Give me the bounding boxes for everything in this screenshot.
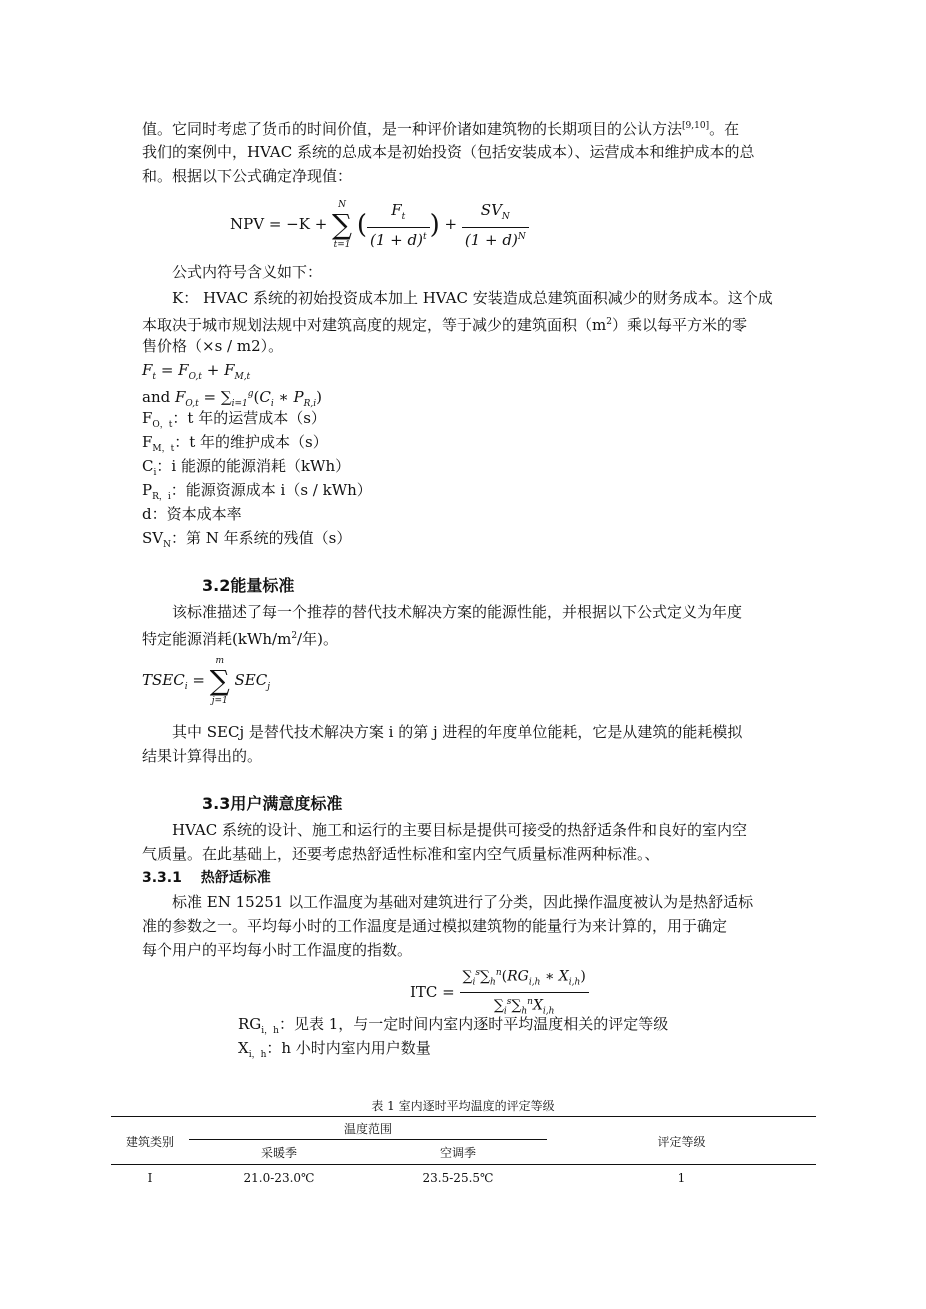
rg-def-sub: i，h <box>261 1026 279 1036</box>
k-def-line-2 <box>142 312 747 335</box>
itc-den: $\sum_i^s\sum_h^nX_{i,h}$ <box>460 992 589 1021</box>
ft-formula: $F_t = F_{O,t} + F_{M,t}$ <box>142 361 251 382</box>
tsec-sum-bottom: j=1 <box>211 696 228 706</box>
tsec-sum-top: m <box>215 656 224 666</box>
tsec-eq: = <box>187 671 210 689</box>
tsec-rhs: SEC <box>234 671 268 689</box>
s32-p3: 其中 SECj 是替代技术解决方案 i 的第 j 进程的年度单位能耗，它是从建筑的能耗模拟 <box>172 723 743 741</box>
npv-sum-bottom: t=1 <box>333 240 351 250</box>
ci-def-text: ：i 能源的能源消耗（kWh） <box>156 457 351 475</box>
s33-p2: 气质量。在此基础上，还要考虑热舒适性标准和室内空气质量标准两种标准。、 <box>142 845 660 863</box>
itc-lhs: ITC = <box>410 982 460 1001</box>
fm-def-text: ：t 年的维护成本（s） <box>174 433 328 451</box>
s33-p3: 标准 EN 15251 以工作温度为基础对建筑进行了分类，因此操作温度被认为是热舒适标 <box>172 893 754 911</box>
pr-def-sym: P <box>142 481 153 499</box>
npv-frac-1 <box>367 201 430 250</box>
table-mid-rule <box>189 1139 547 1140</box>
table-header-category: 建筑类别 <box>125 1135 174 1149</box>
k-def-sup: 2 <box>606 317 612 327</box>
npv-paren-close: ) <box>429 210 440 240</box>
table-cell-category: I <box>147 1171 153 1185</box>
section-3-2-heading: 3.2能量标准 <box>202 576 295 595</box>
npv-lhs: NPV = −K + <box>230 215 333 233</box>
fm-def-sub: M，t <box>152 444 175 454</box>
tsec-sigma: ∑ <box>209 664 230 697</box>
itc-formula <box>410 964 589 1017</box>
tsec-lhs: TSEC <box>142 671 185 689</box>
intro-line-2: 我们的案例中，HVAC 系统的总成本是初始投资（包括安装成本）、运营成本和维护成本的总 <box>142 143 755 161</box>
x-def-text: ：h 小时内室内用户数量 <box>266 1039 431 1057</box>
npv-den1: (1 + d) <box>369 230 423 249</box>
tsec-formula <box>142 650 270 710</box>
rg-def-sym: RG <box>238 1015 262 1033</box>
citation: [9,10] <box>682 121 710 131</box>
section-3-3-1-heading: 3.3.1 热舒适标准 <box>142 870 271 886</box>
npv-sum <box>332 199 352 251</box>
npv-num1-sub: t <box>401 211 406 222</box>
npv-den1-sup: t <box>422 231 427 242</box>
table-header-rule <box>111 1164 816 1165</box>
pr-def <box>142 480 372 507</box>
intro-line-1 <box>142 116 739 139</box>
pr-def-text: ：能源资源成本 i（s / kWh） <box>170 481 372 499</box>
fo-sum-bottom: i=1 <box>231 399 248 409</box>
tsec-sum <box>210 655 230 707</box>
npv-sigma: ∑ <box>332 208 353 241</box>
npv-num1: F <box>391 200 402 219</box>
fo-sum-top: g <box>247 389 254 399</box>
intro-line-1-text: 值。它同时考虑了货币的时间价值，是一种评价诸如建筑物的长期项目的公认方法 <box>142 120 683 138</box>
sv-def-sym: SV <box>142 529 164 547</box>
fo-def-sub: O，t <box>152 420 173 430</box>
npv-frac-2 <box>462 201 529 250</box>
pr-def-sub: R，i <box>152 492 171 502</box>
npv-den2: (1 + d) <box>464 230 518 249</box>
k-def-line-3: 售价格（×s / m2）。 <box>142 337 284 355</box>
table-cell-heating: 21.0-23.0℃ <box>243 1171 315 1185</box>
npv-den2-sup: N <box>517 231 526 242</box>
k-def-line-2a: 本取决于城市规划法规中对建筑高度的规定，等于减少的建筑面积（m <box>142 316 607 334</box>
npv-sum-top: N <box>338 200 346 210</box>
npv-num2: SV <box>480 200 502 219</box>
s33-p4: 准的参数之一。平均每小时的工作温度是通过模拟建筑物的能量行为来计算的，用于确定 <box>142 917 728 935</box>
rg-def-text: ：见表 1，与一定时间内室内逐时平均温度相关的评定等级 <box>278 1015 669 1033</box>
symbols-intro: 公式内符号含义如下： <box>172 263 323 281</box>
fo-formula: and $F_{O,t} = \sum_{i=1}^g(C_i$ ∗ $P_{R,i}$) <box>142 388 322 409</box>
ci-def <box>142 456 350 483</box>
x-def <box>238 1038 431 1065</box>
npv-formula <box>230 196 529 252</box>
and-word: and <box>142 388 171 406</box>
s32-p4: 结果计算得出的。 <box>142 747 263 765</box>
table-header-heating: 采暖季 <box>260 1146 297 1160</box>
section-3-3-heading: 3.3用户满意度标准 <box>202 794 343 813</box>
s33-p5: 每个用户的平均每小时工作温度的指数。 <box>142 941 413 959</box>
tsec-rhs-sub: j <box>267 682 270 692</box>
x-def-sym: X <box>238 1039 249 1057</box>
npv-num2-sub: N <box>501 211 510 222</box>
intro-line-1-end: 。在 <box>709 120 740 138</box>
npv-plus: + <box>444 215 458 233</box>
fm-def <box>142 432 328 459</box>
x-def-sub: i，h <box>248 1050 267 1060</box>
s32-p2 <box>142 626 338 649</box>
fo-def <box>142 408 326 435</box>
table-title: 表 1 室内逐时平均温度的评定等级 <box>371 1099 555 1113</box>
k-def-line-2b: ）乘以每平方米的零 <box>611 316 747 334</box>
npv-paren-open: ( <box>356 210 367 240</box>
d-def: d：资本成本率 <box>142 505 242 523</box>
fm-def-sym: F <box>142 433 153 451</box>
tsec-lhs-sub: i <box>184 682 188 692</box>
k-def-line-1: K： HVAC 系统的初始投资成本加上 HVAC 安装造成总建筑面积减少的财务成本。这个成 <box>172 289 773 307</box>
table-top-rule <box>111 1116 816 1117</box>
s32-p2-sup: 2 <box>291 631 298 641</box>
sv-def <box>142 528 351 555</box>
sv-def-text: ：第 N 年系统的残值（s） <box>170 529 352 547</box>
table-header-cooling: 空调季 <box>439 1146 476 1160</box>
sv-def-sub: N <box>163 540 171 550</box>
rg-def <box>238 1014 668 1041</box>
table-header-temp-range: 温度范围 <box>343 1122 392 1136</box>
fo-def-text: ：t 年的运营成本（s） <box>172 409 326 427</box>
itc-num: $\sum_i^s\sum_h^n(RG_{i,h}$ ∗ $X_{i,h}$) <box>462 968 586 988</box>
table-header-grade: 评定等级 <box>657 1135 706 1149</box>
s32-p2a: 特定能源消耗(kWh/m <box>142 630 292 648</box>
s33-p1: HVAC 系统的设计、施工和运行的主要目标是提供可接受的热舒适条件和良好的室内空 <box>172 821 747 839</box>
intro-line-3: 和。根据以下公式确定净现值： <box>142 167 353 185</box>
ci-def-sym: C <box>142 457 154 475</box>
ci-def-sub: i <box>153 468 157 478</box>
table-cell-cooling: 23.5-25.5℃ <box>422 1171 494 1185</box>
fo-def-sym: F <box>142 409 153 427</box>
table-cell-grade: 1 <box>677 1171 686 1185</box>
s32-p2b: /年)。 <box>297 630 338 648</box>
s32-p1: 该标准描述了每一个推荐的替代技术解决方案的能源性能，并根据以下公式定义为年度 <box>172 603 743 621</box>
